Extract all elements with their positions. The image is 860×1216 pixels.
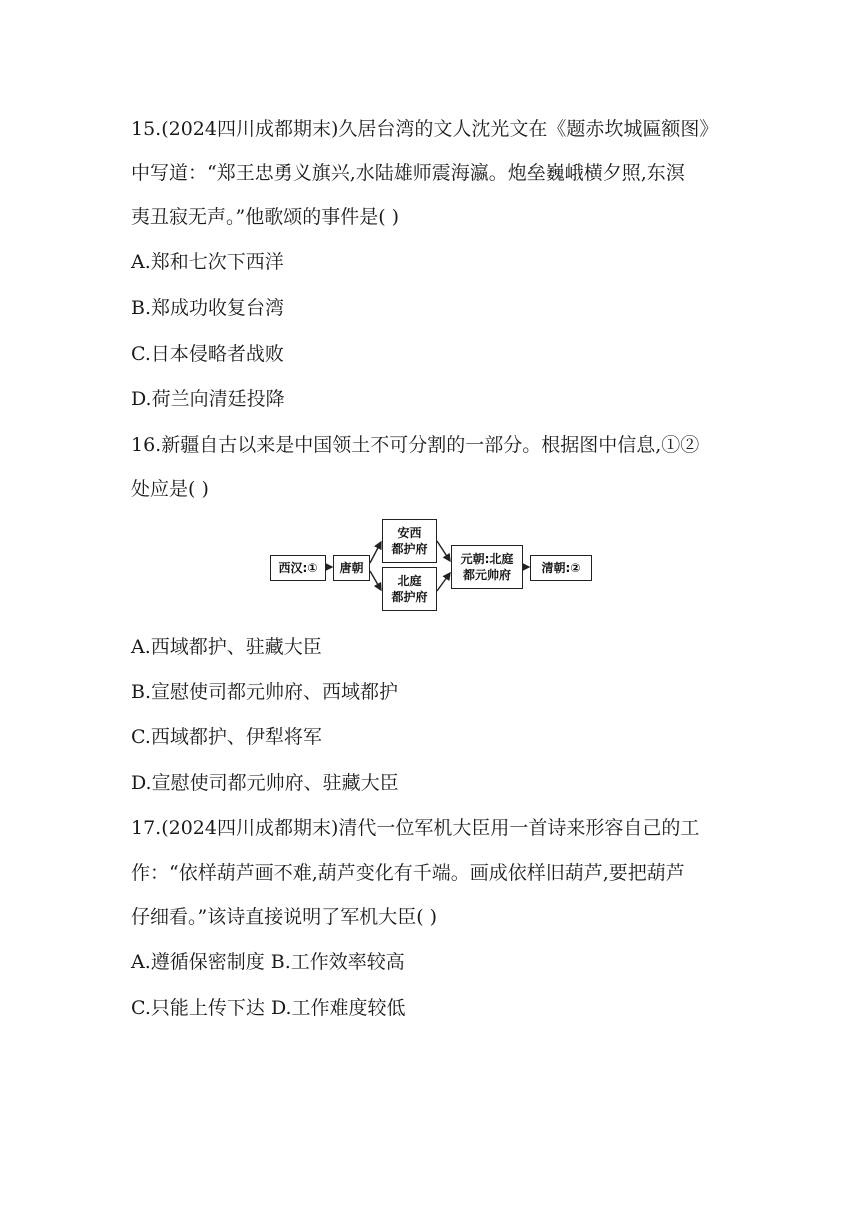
q17-stem-line-1: 17.(2024四川成都期末)清代一位军机大臣用一首诗来形容自己的工 [131,817,700,839]
q17-options-row-1: A.遵循保密制度 B.工作效率较高 [131,951,405,973]
box-qing-label: 清朝:② [541,561,581,575]
box-beiting-duhufu [382,567,437,611]
q15-option-c: C.日本侵略者战败 [131,343,284,365]
q17-options-row-2: C.只能上传下达 D.工作难度较低 [131,997,406,1019]
box-qing [530,555,592,581]
box-yuan-label-1: 元朝:北庭 [460,552,514,566]
box-xihan [270,555,326,581]
q17-stem-line-3: 仔细看。”该诗直接说明了军机大臣( ) [131,906,438,928]
box-anxi-label-2: 都护府 [391,542,428,556]
q15-option-a: A.郑和七次下西洋 [131,251,284,273]
q16-option-b: B.宣慰使司都元帅府、西域都护 [131,681,399,703]
q17-stem-line-2: 作：“依样葫芦画不难,葫芦变化有千端。画成依样旧葫芦,要把葫芦 [131,862,685,884]
q15-stem-line-1: 15.(2024四川成都期末)久居台湾的文人沈光文在《题赤坎城匾额图》 [131,118,719,140]
q16-stem-line-1: 16.新疆自古以来是中国领土不可分割的一部分。根据图中信息,①② [131,434,700,456]
box-tang [333,555,370,581]
box-yuan-label-2: 都元帅府 [462,568,511,582]
q16-stem-line-2: 处应是( ) [131,478,209,500]
arrow-anxi-yuan [437,541,450,561]
box-beiting-label-1: 北庭 [397,574,422,588]
q15-option-d: D.荷兰向清廷投降 [131,388,285,410]
q15-stem-line-2: 中写道：“郑王忠勇义旗兴,水陆雄师震海瀛。炮垒巍峨横夕照,东溟 [131,162,685,184]
q16-option-c: C.西域都护、伊犁将军 [131,726,322,748]
box-anxi-duhufu [382,519,437,563]
arrow-tang-anxi [370,542,381,563]
q15-option-b: B.郑成功收复台湾 [131,297,285,319]
box-anxi-label-1: 安西 [397,526,422,540]
box-tang-label: 唐朝 [339,561,364,575]
box-xihan-label: 西汉:① [278,561,318,575]
arrow-beiting-yuan [437,573,450,591]
q15-stem-line-3: 夷丑寂无声。”他歌颂的事件是( ) [131,206,400,228]
xinjiang-administration-diagram [268,517,594,613]
box-yuan [451,545,523,589]
q16-option-a: A.西域都护、驻藏大臣 [131,636,322,658]
q16-option-d: D.宣慰使司都元帅府、驻藏大臣 [131,772,399,794]
box-beiting-label-2: 都护府 [391,590,428,604]
arrow-tang-beiting [370,571,381,590]
